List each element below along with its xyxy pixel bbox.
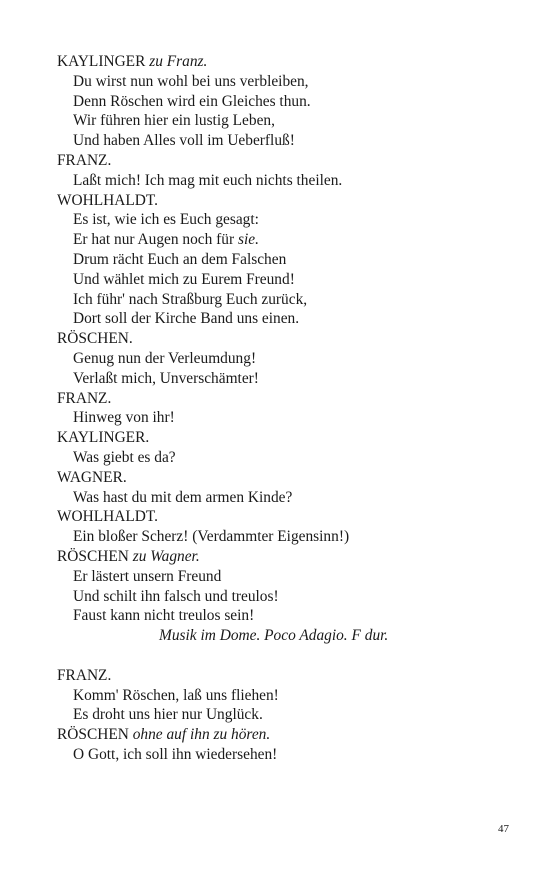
verse-text: Er hat nur Augen noch für — [73, 231, 238, 249]
verse-line — [57, 567, 517, 587]
verse-line — [57, 745, 517, 765]
page-number: 47 — [498, 823, 509, 835]
verse-line — [57, 309, 517, 329]
verse-text: Komm' Röschen, laß uns fliehen! — [73, 686, 279, 704]
verse-line — [57, 92, 517, 112]
verse-line — [57, 270, 517, 290]
speaker-name: WOHLHALDT. — [57, 191, 159, 209]
verse-line — [57, 210, 517, 230]
verse-line — [57, 587, 517, 607]
speaker-name: WOHLHALDT. — [57, 508, 159, 526]
verse-line — [57, 72, 517, 92]
speaker-line — [57, 151, 517, 171]
verse-line — [57, 705, 517, 725]
verse-line — [57, 527, 517, 547]
verse-line — [57, 369, 517, 389]
verse-text: O Gott, ich soll ihn wiedersehen! — [73, 745, 278, 763]
verse-text: Denn Röschen wird ein Gleiches thun. — [73, 92, 311, 110]
verse-text: Verlaßt mich, Unverschämter! — [73, 369, 259, 387]
verse-line — [57, 686, 517, 706]
verse-line — [57, 111, 517, 131]
stage-direction: Musik im Dome. Poco Adagio. F dur. — [159, 627, 389, 645]
verse-line — [57, 349, 517, 369]
verse-text: Er lästert unsern Freund — [73, 567, 222, 585]
speaker-line — [57, 725, 517, 745]
speaker-line — [57, 329, 517, 349]
speaker-line — [57, 52, 517, 72]
verse-line — [57, 171, 517, 191]
text-page — [57, 52, 517, 765]
emphasis: sie. — [237, 231, 259, 249]
speaker-name: RÖSCHEN. — [57, 330, 133, 348]
verse-text: Es ist, wie ich es Euch gesagt: — [73, 211, 259, 229]
verse-text: Ein bloßer Scherz! (Verdammter Eigensinn!) — [73, 528, 350, 546]
verse-text: Was hast du mit dem armen Kinde? — [73, 488, 293, 506]
verse-text: Und schilt ihn falsch und treulos! — [73, 587, 279, 605]
verse-line — [57, 606, 517, 626]
verse-line — [57, 488, 517, 508]
speaker-line — [57, 428, 517, 448]
speaker-line — [57, 191, 517, 211]
verse-text: Und wählet mich zu Eurem Freund! — [73, 270, 295, 288]
verse-line — [57, 250, 517, 270]
verse-line — [57, 408, 517, 428]
speaker-name: RÖSCHEN — [57, 726, 129, 744]
verse-line — [57, 290, 517, 310]
verse-text: Faust kann nicht treulos sein! — [73, 607, 255, 625]
stage-direction: zu Franz. — [149, 53, 208, 70]
speaker-name: KAYLINGER. — [57, 429, 150, 447]
speaker-name: KAYLINGER — [57, 53, 146, 70]
verse-text: Hinweg von ihr! — [73, 409, 175, 427]
speaker-line — [57, 389, 517, 409]
verse-text: Dort soll der Kirche Band uns einen. — [73, 310, 300, 328]
speaker-line — [57, 666, 517, 686]
speaker-name: FRANZ. — [57, 389, 112, 407]
verse-text: Drum rächt Euch an dem Falschen — [73, 250, 287, 268]
speaker-line — [57, 507, 517, 527]
speaker-line — [57, 547, 517, 567]
verse-text: Laßt mich! Ich mag mit euch nichts theilen. — [73, 171, 343, 189]
verse-text: Es droht uns hier nur Unglück. — [73, 706, 263, 724]
speaker-name: WAGNER. — [57, 468, 127, 486]
verse-line — [57, 230, 517, 250]
verse-text: Genug nun der Verleumdung! — [73, 349, 257, 367]
stage-direction: ohne auf ihn zu hören. — [132, 726, 271, 744]
stage-direction: zu Wagner. — [132, 547, 200, 565]
verse-text: Du wirst nun wohl bei uns verbleiben, — [73, 72, 309, 90]
speaker-name: FRANZ. — [57, 666, 112, 684]
verse-line — [57, 448, 517, 468]
verse-line — [57, 131, 517, 151]
blank-line — [57, 646, 517, 666]
verse-text: Wir führen hier ein lustig Leben, — [73, 112, 275, 130]
verse-text: Was giebt es da? — [73, 448, 176, 466]
speaker-name: RÖSCHEN — [57, 547, 129, 565]
speaker-name: FRANZ. — [57, 151, 112, 169]
verse-text: Und haben Alles voll im Ueberfluß! — [73, 132, 295, 150]
verse-text: Ich führ' nach Straßburg Euch zurück, — [73, 290, 308, 308]
speaker-line — [57, 468, 517, 488]
